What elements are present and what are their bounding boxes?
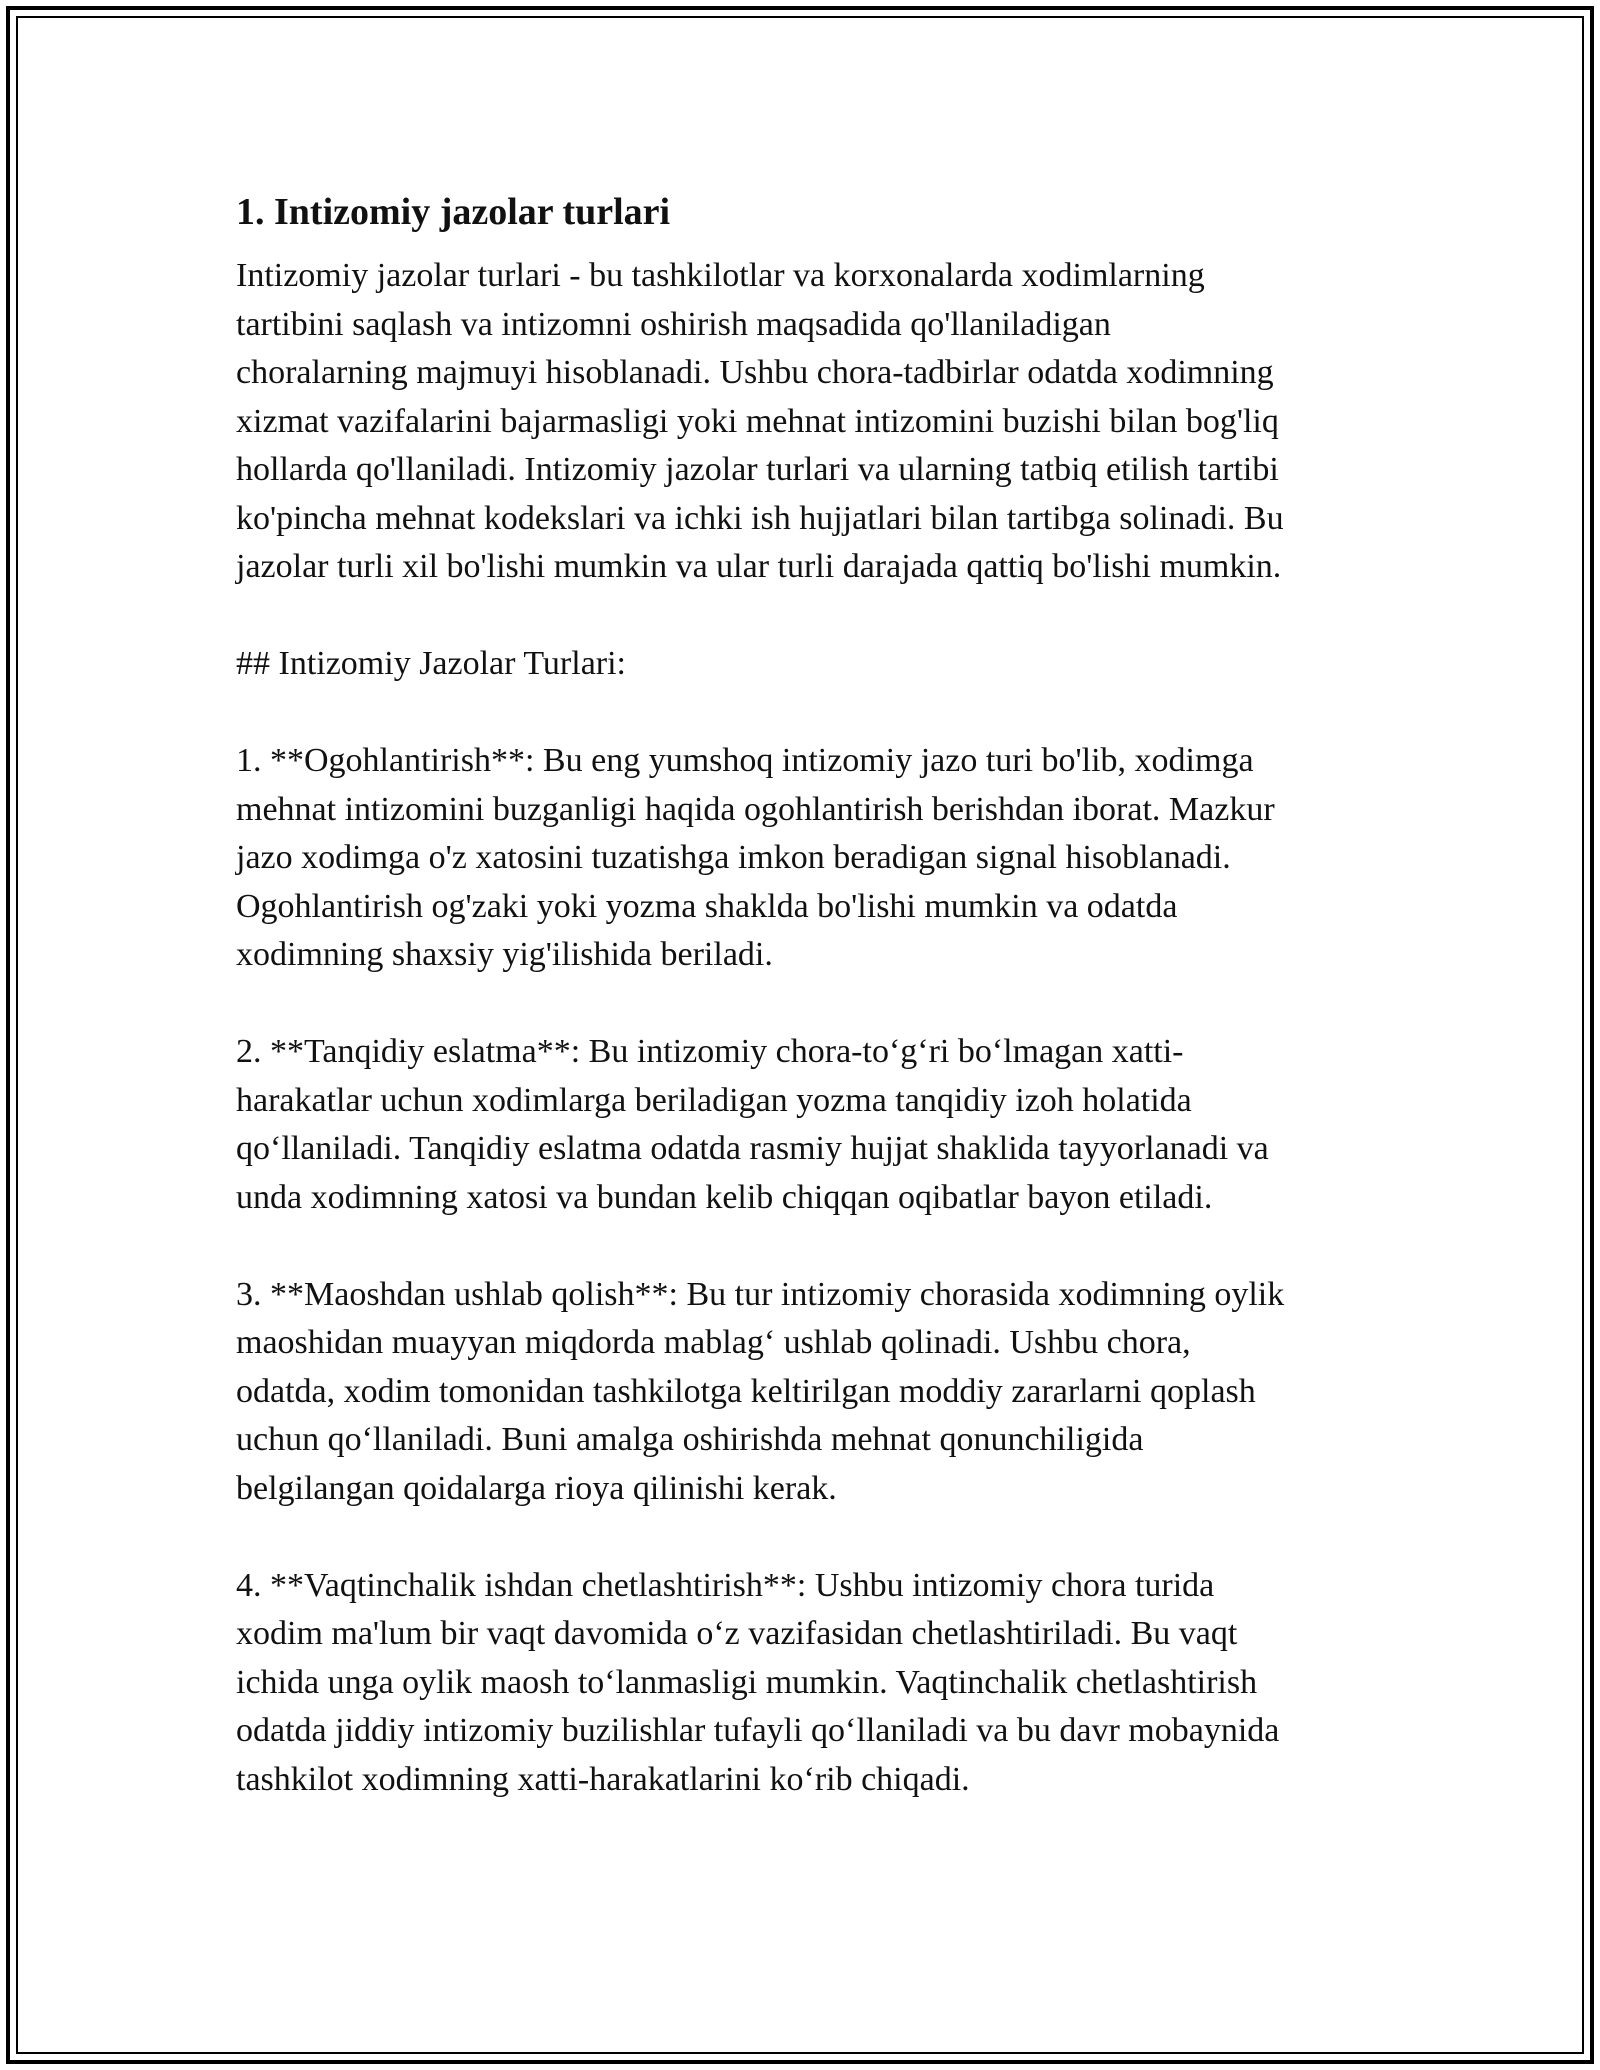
- list-item-ogohlantirish: 1. **Ogohlantirish**: Bu eng yumshoq intizomiy jazo turi bo'lib, xodimga mehnat intizomini buzganligi haqida ogohlantirish berishdan iborat. Mazkur jazo xodimga o'z xatosini tuzatishga imkon beradigan signal hisoblanadi. Ogohlantirish og'zaki yoki yozma shaklda bo'lishi mumkin va odatda xodimning shaxsiy yig'ilishida beriladi.: [236, 742, 1275, 973]
- paragraph-spacer: [236, 592, 1376, 641]
- list-item-vaqtinchalik-chetlashtirish: 4. **Vaqtinchalik ishdan chetlashtirish**: Ushbu intizomiy chora turida xodim ma'lum bir vaqt davomida o‘z vazifasidan chetlashtiriladi. Bu vaqt ichida unga oylik maosh to‘lanmasligi mumkin. Vaqtinchalik chetlashtirish odatda jiddiy intizomiy buzilishlar tufayli qo‘llaniladi va bu davr mobaynida tashkilot xodimning xatti-harakatlarini ko‘rib chiqadi.: [236, 1566, 1280, 1798]
- list-item-tanqidiy-eslatma: 2. **Tanqidiy eslatma**: Bu intizomiy chora-to‘g‘ri bo‘lmagan xatti- harakatlar uchun xodimlarga beriladigan yozma tanqidiy izoh holatida qo‘llaniladi. Tanqidiy eslatma odatda rasmiy hujjat shaklida tayyorlanadi va unda xodimning xatosi va bundan kelib chiqqan oqibatlar bayon etiladi.: [236, 1033, 1269, 1216]
- paragraph-spacer: [236, 1222, 1376, 1271]
- paragraph-spacer: [236, 689, 1376, 738]
- intro-paragraph: Intizomiy jazolar turlari - bu tashkilotlar va korxonalarda xodimlarning tartibini saqlash va intizomni oshirish maqsadida qo'llaniladigan choralarning majmuyi hisoblanadi. Ushbu chora-tadbirlar odatda xodimning xizmat vazifalarini bajarmasligi yoki mehnat intizomini buzishi bilan bog'liq hollarda qo'llaniladi. Intizomiy jazolar turlari va ularning tatbiq etilish tartibi ko'pincha mehnat kodekslari va ichki ish hujjatlari bilan tartibga solinadi. Bu jazolar turli xil bo'lishi mumkin va ular turli darajada qattiq bo'lishi mumkin.: [236, 257, 1284, 585]
- paragraph-spacer: [236, 980, 1376, 1029]
- section-subheading: ## Intizomiy Jazolar Turlari:: [236, 645, 627, 682]
- document-body: [236, 186, 1376, 1804]
- list-item-maoshdan-ushlab-qolish: 3. **Maoshdan ushlab qolish**: Bu tur intizomiy chorasida xodimning oylik maoshidan muayyan miqdorda mablag‘ ushlab qolinadi. Ushbu chora, odatda, xodim tomonidan tashkilotga keltirilgan moddiy zararlarni qoplash uchun qo‘llaniladi. Buni amalga oshirishda mehnat qonunchiligida belgilangan qoidalarga rioya qilinishi kerak.: [236, 1275, 1285, 1507]
- paragraph-spacer: [236, 1513, 1376, 1562]
- document-title: 1. Intizomiy jazolar turlari: [236, 191, 671, 233]
